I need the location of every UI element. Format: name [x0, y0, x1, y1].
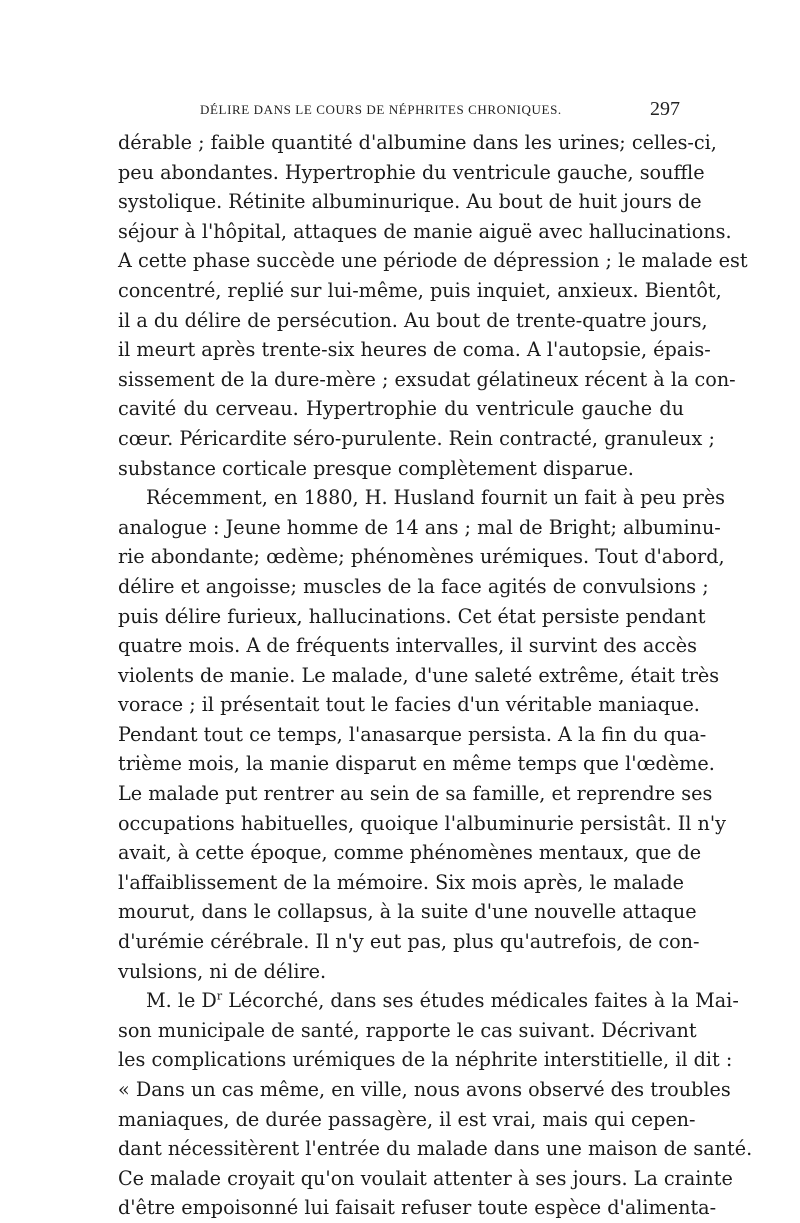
text-line: Pendant tout ce temps, l'anasarque persista. A la fin du qua- — [118, 722, 707, 746]
line-start: M. le D — [146, 989, 217, 1013]
text-line: dérable ; faible quantité d'albumine dans les urines; celles-ci, — [118, 131, 717, 154]
text-line: « Dans un cas même, en ville, nous avons observé des troubles — [118, 1078, 731, 1101]
text-line: substance corticale presque complètement disparue. — [118, 456, 634, 480]
text-line — [118, 986, 739, 1016]
text-line: peu abondantes. Hypertrophie du ventricule gauche, souffle — [118, 160, 705, 184]
text-line: mourut, dans le collapsus, à la suite d'une nouvelle attaque — [118, 900, 697, 924]
text-line: vorace ; il présentait tout le facies d'un véritable maniaque. — [118, 693, 700, 717]
text-line: son municipale de santé, rapporte le cas suivant. Décrivant — [118, 1018, 697, 1042]
text-line: quatre mois. A de fréquents intervalles, il survint des accès — [118, 634, 697, 658]
paragraph-continuation — [118, 128, 748, 483]
page-number: 297 — [650, 98, 680, 120]
text-line: il meurt après trente-six heures de coma. A l'autopsie, épais- — [118, 338, 711, 362]
text-line: Récemment, en 1880, H. Husland fournit un fait à peu près — [146, 486, 726, 510]
text-line: Le malade put rentrer au sein de sa famille, et reprendre ses — [118, 782, 713, 806]
paragraph-lecorche — [118, 986, 753, 1223]
running-head — [200, 98, 680, 122]
paragraph-husland — [118, 483, 726, 986]
text-line: d'être empoisonné lui faisait refuser toute espèce d'alimenta- — [118, 1196, 717, 1220]
text-line: trième mois, la manie disparut en même temps que l'œdème. — [118, 752, 715, 776]
line-rest: Lécorché, dans ses études médicales faites à la Mai- — [222, 989, 739, 1013]
text-line: il a du délire de persécution. Au bout de trente-quatre jours, — [118, 308, 708, 332]
text-line: concentré, replié sur lui-même, puis inquiet, anxieux. Bientôt, — [118, 278, 722, 302]
text-line: cavité du cerveau. Hypertrophie du ventricule gauche du — [118, 397, 684, 421]
text-line: analogue : Jeune homme de 14 ans ; mal de Bright; albuminu- — [118, 515, 721, 539]
text-line: d'urémie cérébrale. Il n'y eut pas, plus qu'autrefois, de con- — [118, 930, 700, 954]
text-line: violents de manie. Le malade, d'une saleté extrême, était très — [118, 663, 720, 687]
text-line: délire et angoisse; muscles de la face agités de convulsions ; — [118, 574, 709, 598]
text-line: A cette phase succède une période de dépression ; le malade est — [118, 249, 748, 273]
doctor-abbrev-sup: r — [216, 989, 223, 1003]
text-line: vulsions, ni de délire. — [118, 959, 327, 983]
text-line: l'affaiblissement de la mémoire. Six mois après, le malade — [118, 870, 684, 894]
text-line: systolique. Rétinite albuminurique. Au bout de huit jours de — [118, 190, 702, 214]
text-line: occupations habituelles, quoique l'albuminurie persistât. Il n'y — [118, 811, 726, 835]
text-line: maniaques, de durée passagère, il est vrai, mais qui cepen- — [118, 1107, 696, 1131]
text-line: rie abondante; œdème; phénomènes urémiques. Tout d'abord, — [118, 545, 725, 569]
text-line: séjour à l'hôpital, attaques de manie aiguë avec hallucinations. — [118, 219, 732, 243]
text-line: sissement de la dure-mère ; exsudat gélatineux récent à la con- — [118, 367, 736, 391]
text-line: puis délire furieux, hallucinations. Cet état persiste pendant — [118, 604, 706, 628]
text-line: Ce malade croyait qu'on voulait attenter à ses jours. La crainte — [118, 1166, 733, 1190]
body-text — [118, 128, 753, 1223]
text-line: avait, à cette époque, comme phénomènes mentaux, que de — [118, 841, 702, 865]
text-line: les complications urémiques de la néphrite interstitielle, il dit : — [118, 1048, 733, 1072]
text-line: dant nécessitèrent l'entrée du malade dans une maison de santé. — [118, 1137, 753, 1161]
running-title: DÉLIRE DANS LE COURS DE NÉPHRITES CHRONIQUES. — [200, 102, 562, 117]
text-line: cœur. Péricardite séro-purulente. Rein contracté, granuleux ; — [118, 426, 715, 450]
